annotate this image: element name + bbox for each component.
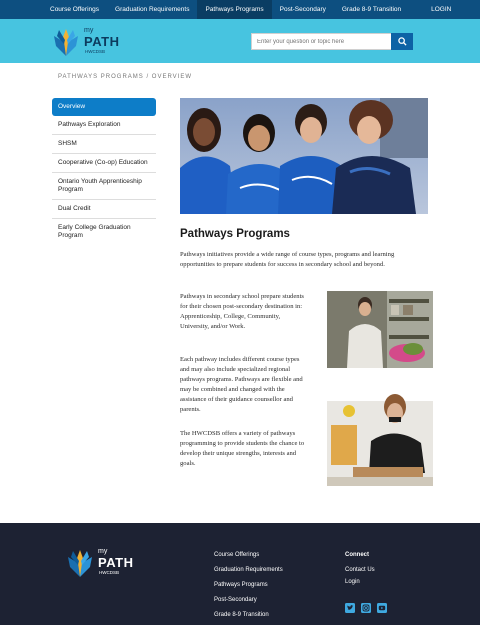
youtube-icon[interactable] [377,600,387,610]
nav-grade-8-9-transition[interactable]: Grade 8-9 Transition [341,6,402,13]
site-footer [0,523,480,625]
intro-paragraph: Pathways initiatives provide a wide range of course types, programs and learning opportunities to prepare students for success in secondary school and beyond. [180,251,395,268]
logo-org-text: HWCDSB [85,49,105,54]
nav-post-secondary[interactable]: Post-Secondary [279,6,326,13]
body-paragraph-programming: The HWCDSB offers a variety of pathways programming to provide students the chance to develop their unique strengths, interests and goals. [180,430,305,467]
social-links [345,600,387,610]
photo-student-workshop [327,291,433,368]
twitter-icon[interactable] [345,600,355,610]
breadcrumb: PATHWAYS PROGRAMS / OVERVIEW [58,74,193,80]
sidebar-item-coop-education[interactable]: Cooperative (Co-op) Education [52,154,156,173]
page-title: Pathways Programs [180,228,290,240]
footer-links [214,552,283,625]
logo-leaf-icon [50,26,82,58]
students-photo-image [180,98,428,214]
workshop-photo-image [327,291,433,368]
sidebar-item-dual-credit[interactable]: Dual Credit [52,200,156,219]
sidebar-item-oyap[interactable]: Ontario Youth Apprenticeship Program [52,173,156,200]
footer-link-grade-8-9-transition[interactable]: Grade 8-9 Transition [214,612,269,618]
woodworking-photo-image [327,381,433,486]
sidebar-item-early-college[interactable]: Early College Graduation Program [58,224,131,239]
footer-connect [345,552,375,591]
sidebar-item-pathways-exploration[interactable]: Pathways Exploration [52,116,156,135]
sidebar-item-overview[interactable]: Overview [52,98,156,116]
footer-logo-leaf-icon [64,547,96,579]
footer-link-course-offerings[interactable]: Course Offerings [214,552,260,558]
hero-photo-students [180,98,428,214]
footer-link-graduation-requirements[interactable]: Graduation Requirements [214,567,283,573]
footer-logo-my-text: my [98,548,108,555]
body-paragraph-destinations: Pathways in secondary school prepare students for their chosen post-secondary destination in: Apprenticeship, College, Community, University, and/or Work. [180,293,304,330]
sidebar-item-shsm[interactable]: SHSM [52,135,156,154]
site-logo[interactable] [50,26,120,58]
logo-my-text: my [84,27,94,34]
footer-connect-heading: Connect [345,552,369,558]
footer-link-pathways-programs[interactable]: Pathways Programs [214,582,268,588]
nav-course-offerings[interactable]: Course Offerings [50,6,100,13]
site-header [0,19,480,63]
footer-logo[interactable] [64,547,136,581]
top-navigation [0,0,480,19]
search-box [251,33,413,50]
footer-logo-path-text: PATH [98,555,134,570]
search-icon [398,37,407,46]
nav-graduation-requirements[interactable]: Graduation Requirements [115,6,190,13]
nav-login[interactable]: LOGIN [431,6,452,13]
nav-pathways-programs[interactable]: Pathways Programs [197,0,271,19]
footer-link-contact-us[interactable]: Contact Us [345,567,375,573]
search-button[interactable] [391,33,413,50]
footer-logo-org-text: HWCDSB [99,570,119,575]
photo-student-woodworking [327,381,433,486]
footer-link-login[interactable]: Login [345,579,360,585]
sidebar-navigation [52,98,156,245]
body-paragraph-flexible: Each pathway includes different course types and may also include specialized regional pathways programs. Pathways are flexible and may be combined and changed with the assistance of their guidance counsellor and parents. [180,356,303,413]
footer-link-post-secondary[interactable]: Post-Secondary [214,597,257,603]
search-input[interactable] [252,34,392,49]
logo-path-text: PATH [84,34,120,49]
instagram-icon[interactable] [361,600,371,610]
